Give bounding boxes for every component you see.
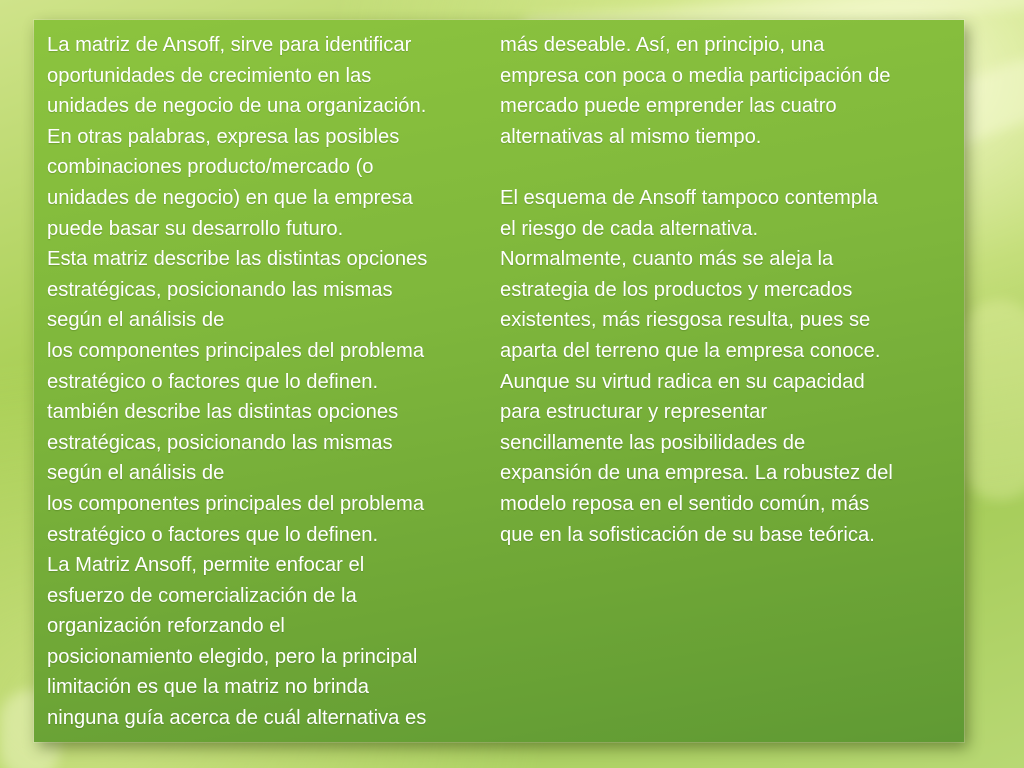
right-text-column — [500, 30, 960, 550]
text-panel — [34, 20, 964, 742]
paragraph-spacer — [500, 152, 960, 183]
paragraph-risk: El esquema de Ansoff tampoco contempla el riesgo de cada alternativa. Normalmente, cuanto más se aleja la estrategia de los productos y mercados existentes, más riesgosa resulta, pues se aparta del terreno que la empresa conoce. Aunque su virtud radica en su capacidad para estructurar y representar sencillamente las posibilidades de expansión de una empresa. La robustez del modelo reposa en el sentido común, más que en la sofisticación de su base teórica. — [500, 186, 893, 546]
background-highlight — [960, 300, 1024, 500]
paragraph-matrix-description: Esta matriz describe las distintas opciones estratégicas, posicionando las mismas según el análisis de los componentes principales del problema estratégico o factores que lo definen. — [47, 248, 428, 393]
paragraph-matrix-focus: La Matriz Ansoff, permite enfocar el esfuerzo de comercialización de la organización reforzando el posicionamiento elegido, pero la principal limitación es que la matriz no brinda ninguna guía acerca de cuál alternativa es — [47, 554, 427, 730]
paragraph-ansoff-intro: La matriz de Ansoff, sirve para identificar oportunidades de crecimiento en las unidades de negocio de una organización. En otras palabras, expresa las posibles combinaciones producto/mercado (o unidades de negocio) en que la empresa puede basar su desarrollo futuro. — [47, 34, 427, 240]
left-text-column — [47, 30, 497, 734]
paragraph-desirable-alternative: más deseable. Así, en principio, una empresa con poca o media participación de mercado puede emprender las cuatro alternativas al mismo tiempo. — [500, 34, 891, 148]
paragraph-matrix-description-repeat: también describe las distintas opciones estratégicas, posicionando las mismas según el análisis de los componentes principales del problema estratégico o factores que lo definen. — [47, 401, 425, 546]
